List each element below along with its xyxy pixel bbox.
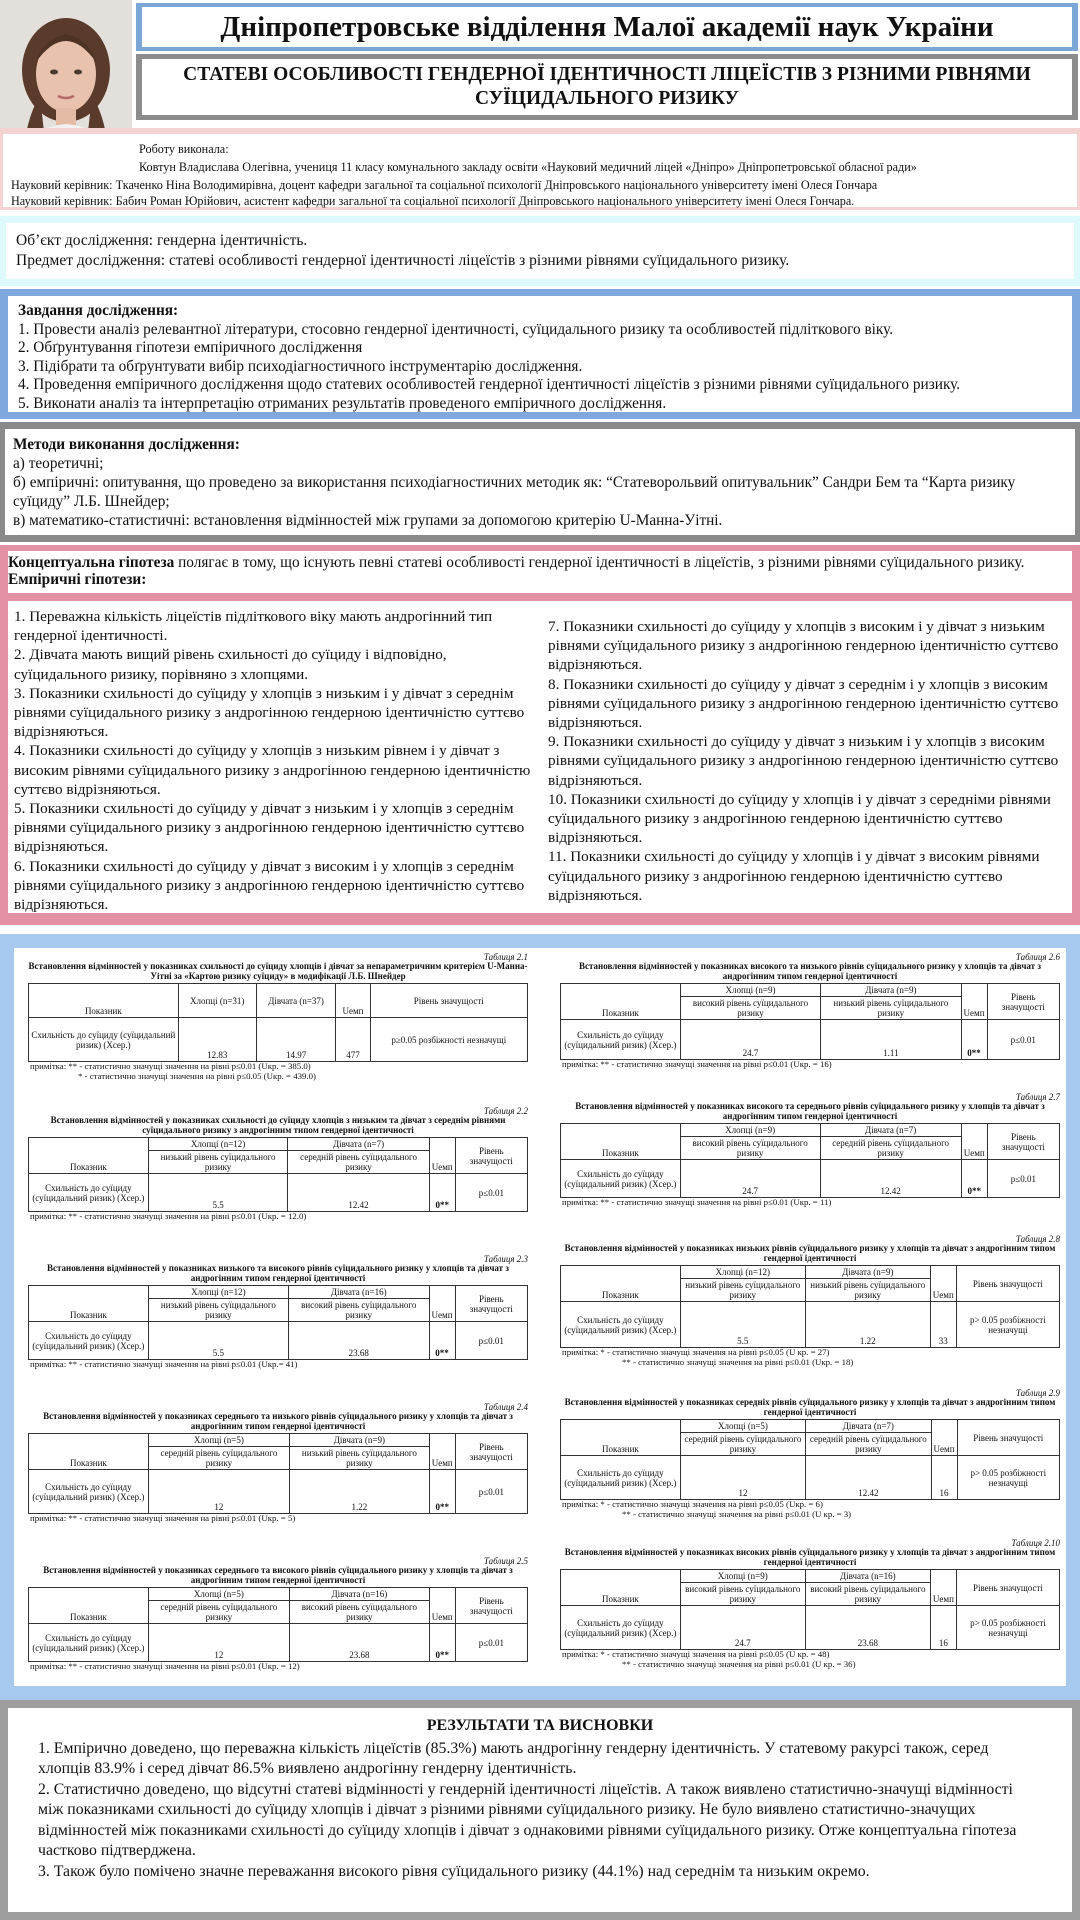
table-number: Таблиця 2.1 <box>483 952 528 962</box>
table-note: примітка: ** - статистично значущі значення на рівні p≤0.01 (Uкр. = 16) <box>562 1059 832 1069</box>
header-u: Uемп <box>931 1420 957 1456</box>
header-u: Uемп <box>961 1124 987 1160</box>
subheader-girls: високий рівень суїцидального ризику <box>805 1583 930 1606</box>
table-number: Таблиця 2.2 <box>483 1106 528 1116</box>
header-boys: Хлопці (n=9) <box>680 984 821 997</box>
cell-u: 0** <box>429 1322 455 1360</box>
table-note: примітка: * - статистично значущі значення на рівні p≤0.05 (Uкр. = 6) <box>562 1499 823 1509</box>
subheader-boys: середній рівень суїцидального ризику <box>680 1433 805 1456</box>
concept-hypothesis: Концептуальна гіпотеза полягає в тому, що існують певні статеві особливості гендерної ідентичності в ліцеїстів, з різними рівнями суїцидального ризику. <box>8 554 1025 571</box>
header-boys: Хлопці (n=9) <box>680 1124 820 1137</box>
table-2-2 <box>28 1106 528 1222</box>
header-boys: Хлопці (n=12) <box>148 1138 288 1151</box>
cell-girls: 23.68 <box>289 1322 430 1360</box>
header-boys: Хлопці (n=5) <box>148 1588 289 1601</box>
header-indicator: Показник <box>561 1266 681 1302</box>
header-level: Рівень значущості <box>956 1570 1059 1606</box>
header-level: Рівень значущості <box>455 1286 527 1322</box>
authors-block <box>0 128 1080 210</box>
cell-level: p≤0.01 <box>987 1160 1059 1198</box>
cell-boys: 12 <box>680 1456 805 1500</box>
header-boys: Хлопці (n=9) <box>680 1570 805 1583</box>
table-number: Таблиця 2.4 <box>483 1402 528 1412</box>
cell-u: 0** <box>961 1020 987 1060</box>
hypotheses-left-column <box>14 607 540 914</box>
cell-u: 33 <box>930 1302 956 1348</box>
table-number: Таблиця 2.5 <box>483 1556 528 1566</box>
subheader-boys: високий рівень суїцидального ризику <box>680 1583 805 1606</box>
table-2-5 <box>28 1556 528 1672</box>
table-number: Таблиця 2.7 <box>1015 1092 1060 1102</box>
table-2-6 <box>560 952 1060 1070</box>
cell-level: p≤0.01 <box>455 1322 527 1360</box>
cell-girls: 12.42 <box>806 1456 931 1500</box>
subheader-girls: низький рівень суїцидального ризику <box>290 1447 430 1470</box>
cell-u: 0** <box>429 1174 455 1212</box>
cell-u: 16 <box>930 1606 956 1650</box>
row-label: Схильність до суїциду (суїцидальний ризик) (Хсер.) <box>561 1606 681 1650</box>
result-item: 2. Статистично доведено, що відсутні статеві відмінності у гендерній ідентичності ліцеїстів. А також виявлено статистично-значущі відмінності між показниками схильності до суїциду хлопців і дівчат з різними рівнями суїцидального ризику. Не було виявлено статистично-значущих відмінностей між показниками схильності до суїциду хлопців і дівчат з однаковими рівнями суїцидального ризику. Отже концептуальна гіпотеза частково підтверджена. <box>38 1780 1017 1859</box>
header-boys: Хлопці (n=5) <box>148 1434 289 1447</box>
header-indicator: Показник <box>561 1420 681 1456</box>
header-u: Uемп <box>961 984 987 1020</box>
subheader-boys: низький рівень суїцидального ризику <box>680 1279 805 1302</box>
table-number: Таблиця 2.6 <box>1015 952 1060 962</box>
subtitle-banner <box>136 54 1078 120</box>
cell-level: p> 0.05 розбіжності незначущі <box>956 1606 1059 1650</box>
header-girls: Дівчата (n=9) <box>805 1266 930 1279</box>
header-u: Uемп <box>930 1266 956 1302</box>
table-caption: Встановлення відмінностей у показниках високих рівнів суїцидального ризику у хлопців та дівчат з андрогінним типом гендерної ідентичності <box>564 1547 1056 1567</box>
task-item: 2. Обґрунтування гіпотези емпіричного дослідження <box>18 339 363 356</box>
hypothesis-item: 3. Показники схильності до суїциду у хлопців з низьким і у дівчат з середнім рівнями суїцидального ризику з андрогінною гендерною ідентичністю суттєво відрізняються. <box>14 684 525 741</box>
table-2-8 <box>560 1234 1060 1367</box>
header-indicator: Показник <box>29 1138 149 1174</box>
cell-level: p> 0.05 розбіжності незначущі <box>956 1302 1059 1348</box>
table-caption: Встановлення відмінностей у показниках середнього та високого рівнів суїцидального ризику у хлопців та дівчат з андрогінним типом гендерної ідентичності <box>43 1565 513 1585</box>
table-2-3 <box>28 1254 528 1370</box>
row-label: Схильність до суїциду (суїцидальний ризик) (Хсер.) <box>29 1624 149 1662</box>
header-u: Uемп <box>930 1570 956 1606</box>
hypothesis-item: 11. Показники схильності до суїциду у хлопців і у дівчат з високим рівнями суїцидального ризику з андрогінною гендерною ідентичністю суттєво відрізняються. <box>548 848 1040 904</box>
supervisor-2: Науковий керівник: Бабич Роман Юрійович, асистент кафедри загальної та соціальної психології Дніпровського національного університету імені Олеся Гончара. <box>11 194 855 208</box>
table-note: примітка: ** - статистично значущі значення на рівні p≤0.01 (Uкр. = 5) <box>30 1513 296 1523</box>
subheader-girls: середній рівень суїцидального ризику <box>806 1433 931 1456</box>
row-label: Схильність до суїциду (суїцидальний ризик) (Хсер.) <box>29 1470 149 1514</box>
header-girls: Дівчата (n=9) <box>821 984 961 997</box>
results-heading: РЕЗУЛЬТАТИ ТА ВИСНОВКИ <box>426 1717 654 1734</box>
cell-boys: 12 <box>148 1470 289 1514</box>
table-caption: Встановлення відмінностей у показниках низьких рівнів суїцидального ризику у хлопців та дівчат з андрогінним типом гендерної ідентичності <box>564 1243 1056 1263</box>
subheader-girls: низький рівень суїцидального ризику <box>821 997 961 1020</box>
hypothesis-item: 5. Показники схильності до суїциду у дівчат з низьким і у хлопців з середнім рівнями суїцидального ризику з андрогінною гендерною ідентичністю суттєво відрізняються. <box>14 800 525 856</box>
cell-boys: 5.5 <box>148 1322 288 1360</box>
header-girls: Дівчата (n=37) <box>256 984 336 1018</box>
research-subject: Предмет дослідження: статеві особливості гендерної ідентичності ліцеїстів з різними рівнями суїцидального ризику. <box>16 252 790 269</box>
supervisor-1: Науковий керівник: Ткаченко Ніна Володимирівна, доцент кафедри загальної та соціальної психології Дніпровського національного університету імені Олеся Гончара <box>11 178 878 192</box>
poster-title: Дніпропетровське відділення Малої академії наук України <box>142 7 1072 47</box>
hypothesis-item: 8. Показники схильності до суїциду у дівчат з середнім і у хлопців з високим рівнями суїцидального ризику з андрогінною гендерною ідентичністю суттєво відрізняються. <box>548 675 1059 732</box>
research-object: Об’єкт дослідження: гендерна ідентичність. <box>16 232 308 249</box>
methods-section <box>0 422 1080 542</box>
header-girls: Дівчата (n=16) <box>289 1588 429 1601</box>
cell-u: 0** <box>429 1470 455 1514</box>
results-section <box>0 1700 1080 1920</box>
cell-boys: 5.5 <box>680 1302 805 1348</box>
table-caption: Встановлення відмінностей у показниках низького та високого рівнів суїцидального ризику у хлопців та дівчат з андрогінним типом гендерної ідентичності <box>47 1263 509 1283</box>
subheader-boys: низький рівень суїцидального ризику <box>148 1151 288 1174</box>
table-note: ** - статистично значущі значення на рівні p≤0.01 (U кр. = 36) <box>622 1658 856 1669</box>
header-level: Рівень значущості <box>455 1588 527 1624</box>
header-level: Рівень значущості <box>987 984 1059 1020</box>
cell-girls: 23.68 <box>289 1624 429 1662</box>
table-caption: Встановлення відмінностей у показниках середніх рівнів суїцидального ризику у хлопців та дівчат з андрогінним типом гендерної ідентичності <box>564 1397 1056 1417</box>
subheader-boys: середній рівень суїцидального ризику <box>148 1601 289 1624</box>
table-number: Таблиця 2.8 <box>1015 1234 1060 1244</box>
empirical-hypotheses-heading: Емпіричні гіпотези: <box>8 571 147 588</box>
header-indicator: Показник <box>29 1286 149 1322</box>
tasks-heading: Завдання дослідження: <box>18 302 179 319</box>
header-u: Uемп <box>336 984 370 1018</box>
header-boys: Хлопці (n=31) <box>178 984 256 1018</box>
header-boys: Хлопці (n=12) <box>680 1266 805 1279</box>
cell-level: p> 0.05 розбіжності незначущі <box>957 1456 1059 1500</box>
table-2-10 <box>560 1538 1060 1669</box>
hypotheses-right-column <box>540 607 1066 907</box>
hypotheses-section <box>0 545 1080 925</box>
subheader-girls: середній рівень суїцидального ризику <box>288 1151 429 1174</box>
header-level: Рівень значущості <box>370 984 527 1018</box>
table-caption: Встановлення відмінностей у показниках схильності до суїциду хлопців з низьким та дівчат з середнім рівнями суїцидального ризику з андрогінним типом гендерної ідентичності <box>50 1115 506 1135</box>
hypothesis-item: 4. Показники схильності до суїциду у хлопців з низьким рівнем і у дівчат з високим рівнями суїцидального ризику з андрогінною гендерною ідентичністю суттєво відрізняються. <box>14 742 531 798</box>
title-banner <box>136 3 1078 51</box>
table-2-4 <box>28 1402 528 1524</box>
subheader-girls: середній рівень суїцидального ризику <box>820 1137 961 1160</box>
header-girls: Дівчата (n=7) <box>820 1124 961 1137</box>
header-boys: Хлопці (n=5) <box>680 1420 805 1433</box>
header-girls: Дівчата (n=16) <box>289 1286 430 1299</box>
header-level: Рівень значущості <box>956 1266 1059 1302</box>
cell-level: p≤0.01 <box>455 1174 527 1212</box>
table-caption: Встановлення відмінностей у показниках середнього та низького рівнів суїцидального ризику у хлопців та дівчат з андрогінним типом гендерної ідентичності <box>43 1411 513 1431</box>
header-indicator: Показник <box>561 1124 681 1160</box>
cell-boys: 12 <box>148 1624 289 1662</box>
table-caption: Встановлення відмінностей у показниках високого та низького рівнів суїцидального ризику у хлопців та дівчат з андрогінним типом гендерної ідентичності <box>579 961 1041 981</box>
tables-section <box>0 934 1080 1700</box>
hypothesis-item: 2. Дівчата мають вищий рівень схильності до суїциду і відповідно, суїцидального ризику, порівняно з хлопцями. <box>14 646 447 683</box>
method-item: б) емпіричні: опитування, що проведено за використання психодіагностичних методик як: “Статеворольвий опитувальник” Сандри Бем та “Карта ризику суїциду” Л.Б. Шнейдер; <box>13 474 1016 510</box>
header-girls: Дівчата (n=16) <box>805 1570 930 1583</box>
header-boys: Хлопці (n=12) <box>148 1286 288 1299</box>
table-2-1 <box>28 952 528 1081</box>
table-2-9 <box>560 1388 1060 1519</box>
cell-u: 0** <box>429 1624 455 1662</box>
row-label: Схильність до суїциду (суїцидальний ризик) (Хсер.) <box>29 1174 149 1212</box>
header-girls: Дівчата (n=7) <box>288 1138 429 1151</box>
table-number: Таблиця 2.3 <box>483 1254 528 1264</box>
header-girls: Дівчата (n=9) <box>290 1434 430 1447</box>
table-2-7 <box>560 1092 1060 1208</box>
cell-girls: 12.42 <box>820 1160 961 1198</box>
result-item: 1. Емпірично доведено, що переважна кількість ліцеїстів (85.3%) мають андрогінну гендерну ідентичність. У статевому ракурсі також, серед хлопців 83.9% і серед дівчат 86.5% виявлено андрогінну гендерну ідентичність. <box>38 1739 989 1777</box>
methods-heading: Методи виконання дослідження: <box>13 436 240 453</box>
header-girls: Дівчата (n=7) <box>806 1420 931 1433</box>
cell-boys: 12.83 <box>178 1018 256 1062</box>
table-note: ** - статистично значущі значення на рівні p≤0.01 (Uкр. = 18) <box>622 1356 854 1367</box>
task-item: 3. Підібрати та обґрунтувати вибір психодіагностичного інструментарію дослідження. <box>18 357 583 375</box>
table-caption: Встановлення відмінностей у показниках схильності до суїциду хлопців і дівчат за непараметричним критерієм U-Манна-Уітні за «Картою ризику суїциду» в модифікації Л.Б. Шнейдер <box>28 961 528 981</box>
row-label: Схильність до суїциду (суїцидальний ризик) (Хсер.) <box>561 1456 681 1500</box>
cell-boys: 24.7 <box>680 1606 805 1650</box>
subheader-boys: низький рівень суїцидального ризику <box>148 1299 288 1322</box>
hypothesis-item: 9. Показники схильності до суїциду у дівчат з низьким і у хлопців з високим рівнями суїцидального ризику з андрогінною гендерною ідентичністю суттєво відрізняються. <box>548 733 1059 789</box>
cell-u: 16 <box>931 1456 957 1500</box>
subheader-girls: високий рівень суїцидального ризику <box>289 1601 429 1624</box>
table-note: примітка: ** - статистично значущі значення на рівні p≤0.01 (Uкр. = 12.0) <box>30 1211 307 1221</box>
row-label: Схильність до суїциду (суїцидальний ризик) (Хсер.) <box>561 1160 681 1198</box>
table-note: * - статистично значущі значення на рівні p≤0.05 (Uкр. = 439.0) <box>78 1070 316 1081</box>
hypothesis-item: 7. Показники схильності до суїциду у хлопців з високим і у дівчат з низьким рівнями суїцидального ризику з андрогінною гендерною ідентичністю суттєво відрізняються. <box>548 618 1059 674</box>
subheader-boys: високий рівень суїцидального ризику <box>680 1137 820 1160</box>
table-note: примітка: ** - статистично значущі значення на рівні p≤0.01 (Uкр.= 41) <box>30 1359 298 1369</box>
header-u: Uемп <box>429 1588 455 1624</box>
cell-level: p≤0.01 <box>455 1624 527 1662</box>
table-caption: Встановлення відмінностей у показниках високого та середнього рівнів суїцидального ризику у хлопців та дівчат з андрогінним типом гендерної ідентичності <box>575 1101 1045 1121</box>
header-indicator: Показник <box>561 984 681 1020</box>
table-note: примітка: * - статистично значущі значення на рівні p≤0.05 (U кр. = 48) <box>562 1649 830 1659</box>
header-u: Uемп <box>429 1434 455 1470</box>
header-level: Рівень значущості <box>455 1434 527 1470</box>
hypothesis-item: 6. Показники схильності до суїциду у дівчат з високим і у хлопців з середнім рівнями суїцидального ризику з андрогінною гендерною ідентичністю суттєво відрізняються. <box>14 857 525 914</box>
table-number: Таблиця 2.10 <box>1011 1538 1060 1548</box>
row-label: Схильність до суїциду (суїцидальний ризик) (Хсер.) <box>29 1018 179 1062</box>
header-u: Uемп <box>429 1286 455 1322</box>
table-note: примітка: ** - статистично значущі значення на рівні p≤0.01 (Uкр. = 12) <box>30 1661 300 1671</box>
poster-subtitle: СТАТЕВІ ОСОБЛИВОСТІ ГЕНДЕРНОЇ ІДЕНТИЧНОСТІ ЛІЦЕЇСТІВ З РІЗНИМИ РІВНЯМИ СУЇЦИДАЛЬНОГО РИЗИКУ <box>142 59 1072 115</box>
author-label: Роботу виконала: <box>139 142 229 156</box>
table-note: ** - статистично значущі значення на рівні p≤0.01 (U кр. = 3) <box>622 1508 852 1519</box>
cell-girls: 1.22 <box>805 1302 930 1348</box>
row-label: Схильність до суїциду (суїцидальний ризик) (Хсер.) <box>29 1322 149 1360</box>
subheader-girls: низький рівень суїцидального ризику <box>805 1279 930 1302</box>
subheader-girls: високий рівень суїцидального ризику <box>289 1299 430 1322</box>
header-level: Рівень значущості <box>957 1420 1059 1456</box>
header-indicator: Показник <box>29 1434 149 1470</box>
cell-u: 477 <box>336 1018 370 1062</box>
cell-boys: 24.7 <box>680 1020 821 1060</box>
row-label: Схильність до суїциду (суїцидальний ризик) (Хсер.) <box>561 1020 681 1060</box>
cell-girls: 1.22 <box>290 1470 430 1514</box>
header-u: Uемп <box>429 1138 455 1174</box>
cell-u: 0** <box>961 1160 987 1198</box>
subheader-boys: високий рівень суїцидального ризику <box>680 997 821 1020</box>
cell-level: p≥0.05 розбіжності незначущі <box>370 1018 527 1062</box>
cell-girls: 23.68 <box>805 1606 930 1650</box>
cell-girls: 14.97 <box>256 1018 336 1062</box>
tasks-section <box>0 289 1080 419</box>
task-item: 1. Провести аналіз релевантної літератури, стосовно гендерної ідентичності, суїцидального ризику та особливостей підліткового віку. <box>18 320 894 338</box>
task-item: 5. Виконати аналіз та інтерпретацію отриманих результатів проведеного емпіричного дослідження. <box>18 394 667 412</box>
task-item: 4. Проведення емпіричного дослідження щодо статевих особливостей гендерної ідентичності ліцеїстів з різними рівнями суїцидального ризику. <box>18 376 961 393</box>
cell-level: p≤0.01 <box>455 1470 527 1514</box>
hypothesis-item: 10. Показники схильності до суїциду у хлопців і у дівчат з середніми рівнями суїцидального ризику з андрогінною гендерною ідентичністю суттєво відрізняються. <box>548 790 1051 847</box>
method-item: а) теоретичні; <box>13 455 104 472</box>
table-note: примітка: ** - статистично значущі значення на рівні p≤0.01 (Uкр. = 385.0) <box>30 1061 311 1071</box>
subheader-boys: середній рівень суїцидального ризику <box>148 1447 289 1470</box>
author-name: Ковтун Владислава Олегівна, учениця 11 класу комунального закладу освіти «Науковий медичний ліцей «Дніпро» Дніпропетровської обласної ради» <box>139 160 917 174</box>
header-indicator: Показник <box>561 1570 681 1606</box>
result-item: 3. Також було помічено значне переважання високого рівня суїцидального ризику (44.1%) над середнім та низьким окремо. <box>38 1862 870 1880</box>
hypothesis-item: 1. Переважна кількість ліцеїстів підліткового віку мають андрогінний тип гендерної ідентичності. <box>14 608 493 645</box>
header-level: Рівень значущості <box>455 1138 527 1174</box>
table-number: Таблиця 2.9 <box>1015 1388 1060 1398</box>
row-label: Схильність до суїциду (суїцидальний ризик) (Хсер.) <box>561 1302 681 1348</box>
research-object-section <box>0 216 1080 286</box>
cell-level: p≤0.01 <box>987 1020 1059 1060</box>
method-item: в) математико-статистичні: встановлення відмінностей між групами за допомогою критерію U-Манна-Уітні. <box>13 512 723 529</box>
cell-girls: 12.42 <box>288 1174 429 1212</box>
header-level: Рівень значущості <box>987 1124 1059 1160</box>
cell-boys: 24.7 <box>680 1160 820 1198</box>
cell-boys: 5.5 <box>148 1174 288 1212</box>
cell-girls: 1.11 <box>821 1020 961 1060</box>
table-note: примітка: * - статистично значущі значення на рівні p≤0.05 (U кр. = 27) <box>562 1347 830 1357</box>
header-indicator: Показник <box>29 1588 149 1624</box>
table-note: примітка: ** - статистично значущі значення на рівні p≤0.01 (Uкр. = 11) <box>562 1197 832 1207</box>
header-indicator: Показник <box>29 984 179 1018</box>
